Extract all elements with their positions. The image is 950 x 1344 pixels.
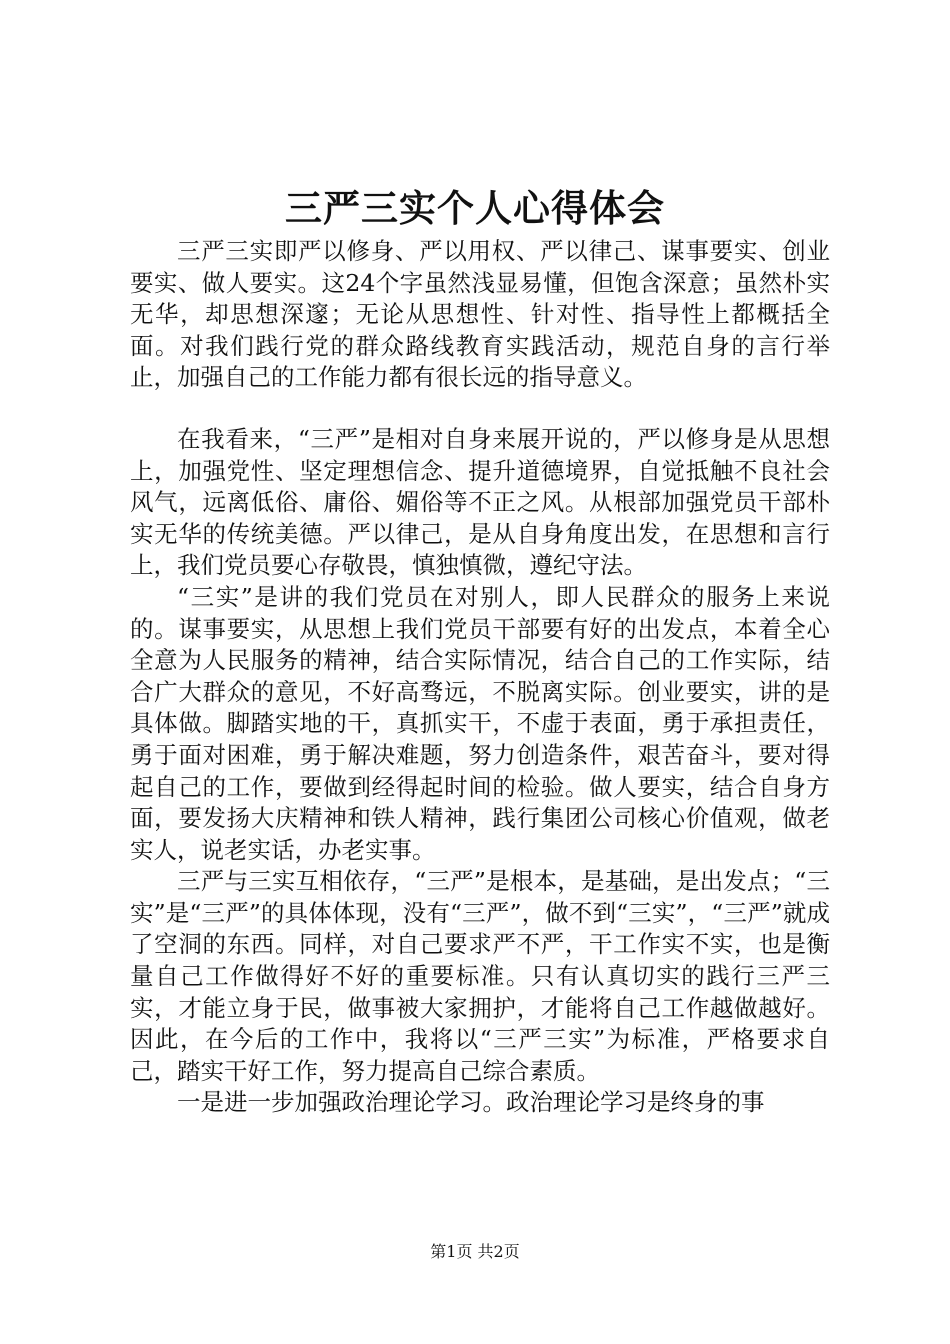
paragraph-san-shi: “三实”是讲的我们党员在对别人，即人民群众的服务上来说的。谋事要实，从思想上我们党员干部要有好的出发点，本着全心全意为人民服务的精神，结合实际情况，结合自己的工作实际，结合广大群众的意见，不好高骛远，不脱离实际。创业要实，讲的是具体做。脚踏实地的干，真抓实干，不虚于表面，勇于承担责任，勇于面对困难，勇于解决难题，努力创造条件，艰苦奋斗，要对得起自己的工作，要做到经得起时间的检验。做人要实，结合自身方面，要发扬大庆精神和铁人精神，践行集团公司核心价值观，做老实人，说老实话，办老实事。 [130, 582, 830, 864]
paragraph-spacer [130, 394, 830, 424]
paragraph-study: 一是进一步加强政治理论学习。政治理论学习是终身的事 [177, 1088, 765, 1117]
paragraph-san-yan: 在我看来，“三严”是相对自身来展开说的，严以修身是从思想上，加强党性、坚定理想信念、提升道德境界，自觉抵触不良社会风气，远离低俗、庸俗、媚俗等不正之风。从根部加强党员干部朴实无华的传统美德。严以律己，是从自身角度出发，在思想和言行上，我们党员要心存敬畏，慎独慎微，遵纪守法。 [130, 424, 830, 580]
document-body [130, 236, 830, 1119]
paragraph-relationship: 三严与三实互相依存，“三严”是根本，是基础，是出发点；“三实”是“三严”的具体体现，没有“三严”，做不到“三实”，“三严”就成了空洞的东西。同样，对自己要求严不严，干工作实不实，也是衡量自己工作做得好不好的重要标准。只有认真切实的践行三严三实，才能立身于民，做事被大家拥护，才能将自己工作越做越好。因此，在今后的工作中，我将以“三严三实”为标准，严格要求自己，踏实干好工作，努力提高自己综合素质。 [130, 867, 830, 1085]
page-number-footer: 第1页 共2页 [430, 1242, 520, 1261]
document-title: 三严三实个人心得体会 [285, 186, 665, 230]
paragraph-intro: 三严三实即严以修身、严以用权、严以律己、谋事要实、创业要实、做人要实。这24个字虽然浅显易懂，但饱含深意；虽然朴实无华，却思想深邃；无论从思想性、针对性、指导性上都概括全面。对我们践行党的群众路线教育实践活动，规范自身的言行举止，加强自己的工作能力都有很长远的指导意义。 [130, 237, 830, 392]
